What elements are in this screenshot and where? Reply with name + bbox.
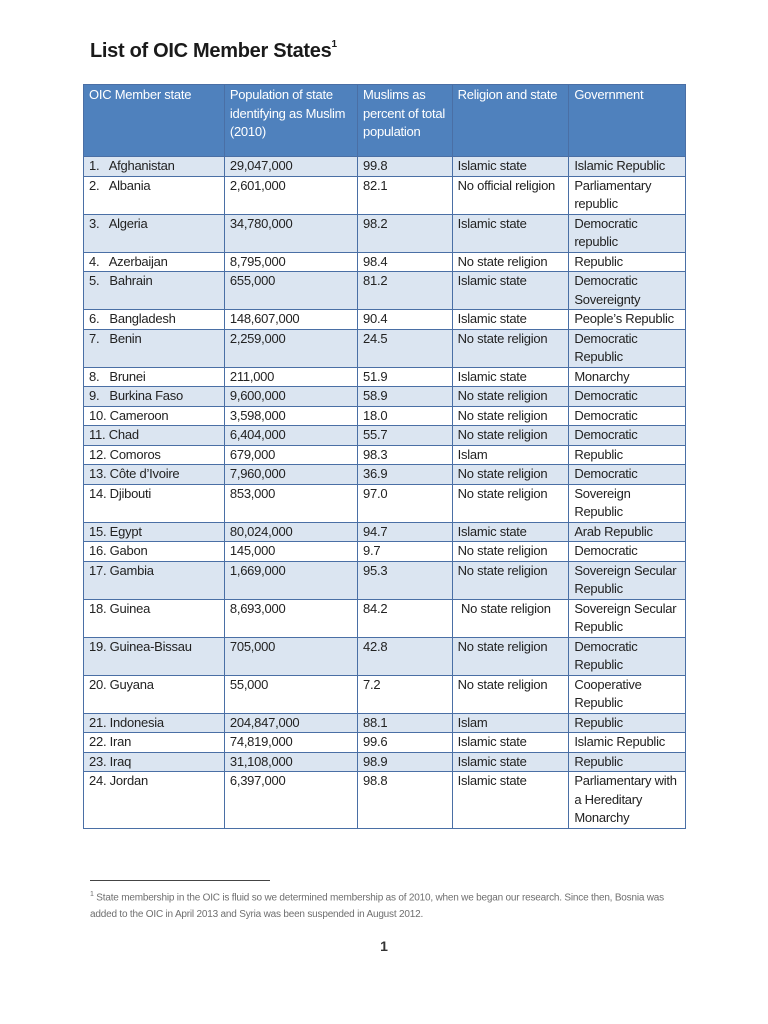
- table-row: [84, 272, 686, 310]
- oic-member-table: [83, 84, 686, 829]
- table-row: [84, 445, 686, 465]
- table-row: [84, 465, 686, 485]
- cell-member-state: 6. Bangladesh: [84, 310, 225, 330]
- cell-religion-state: No state religion: [452, 637, 569, 675]
- header-government: Government: [569, 85, 686, 157]
- cell-religion-state: No state religion: [452, 675, 569, 713]
- cell-population: 679,000: [224, 445, 357, 465]
- cell-government: People’s Republic: [569, 310, 686, 330]
- cell-government: Republic: [569, 752, 686, 772]
- table-body: [84, 157, 686, 829]
- cell-population: 655,000: [224, 272, 357, 310]
- cell-population: 148,607,000: [224, 310, 357, 330]
- cell-religion-state: Islamic state: [452, 522, 569, 542]
- cell-muslim-percent: 51.9: [358, 367, 453, 387]
- cell-religion-state: Islamic state: [452, 157, 569, 177]
- cell-member-state: 1. Afghanistan: [84, 157, 225, 177]
- table-row: [84, 484, 686, 522]
- cell-government: Democratic: [569, 387, 686, 407]
- cell-population: 80,024,000: [224, 522, 357, 542]
- cell-member-state: 11. Chad: [84, 426, 225, 446]
- cell-member-state: 12. Comoros: [84, 445, 225, 465]
- cell-religion-state: No official religion: [452, 176, 569, 214]
- table-row: [84, 329, 686, 367]
- cell-population: 6,397,000: [224, 772, 357, 829]
- cell-government: Islamic Republic: [569, 157, 686, 177]
- cell-government: Sovereign Secular Republic: [569, 561, 686, 599]
- cell-population: 853,000: [224, 484, 357, 522]
- cell-religion-state: Islamic state: [452, 752, 569, 772]
- cell-member-state: 20. Guyana: [84, 675, 225, 713]
- table-row: [84, 542, 686, 562]
- cell-member-state: 4. Azerbaijan: [84, 252, 225, 272]
- cell-religion-state: Islam: [452, 445, 569, 465]
- cell-muslim-percent: 98.2: [358, 214, 453, 252]
- cell-government: Democratic Republic: [569, 329, 686, 367]
- cell-government: Democratic Sovereignty: [569, 272, 686, 310]
- cell-government: Arab Republic: [569, 522, 686, 542]
- cell-government: Monarchy: [569, 367, 686, 387]
- table-row: [84, 637, 686, 675]
- cell-member-state: 23. Iraq: [84, 752, 225, 772]
- cell-religion-state: Islamic state: [452, 272, 569, 310]
- cell-member-state: 22. Iran: [84, 733, 225, 753]
- table-row: [84, 367, 686, 387]
- cell-population: 2,259,000: [224, 329, 357, 367]
- cell-government: Republic: [569, 252, 686, 272]
- cell-population: 705,000: [224, 637, 357, 675]
- cell-government: Cooperative Republic: [569, 675, 686, 713]
- cell-religion-state: Islam: [452, 713, 569, 733]
- table-row: [84, 426, 686, 446]
- cell-government: Democratic: [569, 426, 686, 446]
- cell-population: 31,108,000: [224, 752, 357, 772]
- table-row: [84, 675, 686, 713]
- table-row: [84, 157, 686, 177]
- cell-religion-state: Islamic state: [452, 772, 569, 829]
- cell-muslim-percent: 98.8: [358, 772, 453, 829]
- cell-religion-state: Islamic state: [452, 310, 569, 330]
- cell-population: 7,960,000: [224, 465, 357, 485]
- cell-religion-state: Islamic state: [452, 214, 569, 252]
- cell-muslim-percent: 58.9: [358, 387, 453, 407]
- cell-muslim-percent: 98.4: [358, 252, 453, 272]
- table-row: [84, 387, 686, 407]
- cell-muslim-percent: 88.1: [358, 713, 453, 733]
- cell-member-state: 19. Guinea-Bissau: [84, 637, 225, 675]
- cell-muslim-percent: 99.6: [358, 733, 453, 753]
- cell-population: 9,600,000: [224, 387, 357, 407]
- cell-member-state: 7. Benin: [84, 329, 225, 367]
- cell-religion-state: No state religion: [452, 406, 569, 426]
- cell-government: Sovereign Secular Republic: [569, 599, 686, 637]
- page-number: 1: [380, 938, 388, 954]
- cell-muslim-percent: 7.2: [358, 675, 453, 713]
- footnote-reference: 1: [331, 39, 337, 51]
- cell-member-state: 16. Gabon: [84, 542, 225, 562]
- cell-member-state: 17. Gambia: [84, 561, 225, 599]
- cell-population: 204,847,000: [224, 713, 357, 733]
- cell-population: 29,047,000: [224, 157, 357, 177]
- cell-muslim-percent: 82.1: [358, 176, 453, 214]
- cell-member-state: 15. Egypt: [84, 522, 225, 542]
- cell-population: 3,598,000: [224, 406, 357, 426]
- cell-government: Parliamentary republic: [569, 176, 686, 214]
- cell-religion-state: No state religion: [452, 329, 569, 367]
- table-row: [84, 599, 686, 637]
- cell-muslim-percent: 97.0: [358, 484, 453, 522]
- cell-religion-state: No state religion: [452, 426, 569, 446]
- cell-government: Sovereign Republic: [569, 484, 686, 522]
- cell-population: 6,404,000: [224, 426, 357, 446]
- cell-muslim-percent: 94.7: [358, 522, 453, 542]
- table-row: [84, 522, 686, 542]
- cell-population: 211,000: [224, 367, 357, 387]
- cell-muslim-percent: 95.3: [358, 561, 453, 599]
- cell-religion-state: No state religion: [452, 599, 569, 637]
- cell-religion-state: Islamic state: [452, 367, 569, 387]
- cell-religion-state: No state religion: [452, 542, 569, 562]
- table-row: [84, 772, 686, 829]
- cell-muslim-percent: 18.0: [358, 406, 453, 426]
- cell-government: Democratic republic: [569, 214, 686, 252]
- cell-member-state: 3. Algeria: [84, 214, 225, 252]
- table-row: [84, 733, 686, 753]
- cell-government: Democratic: [569, 542, 686, 562]
- cell-population: 1,669,000: [224, 561, 357, 599]
- table-row: [84, 176, 686, 214]
- cell-member-state: 2. Albania: [84, 176, 225, 214]
- cell-government: Democratic: [569, 465, 686, 485]
- cell-population: 8,693,000: [224, 599, 357, 637]
- cell-muslim-percent: 42.8: [358, 637, 453, 675]
- cell-muslim-percent: 36.9: [358, 465, 453, 485]
- page-title: List of OIC Member States$^1$: [90, 39, 337, 62]
- footnote-text: State membership in the OIC is fluid so we determined membership as of 2010, when we began our research. Since then, Bosnia was added to the OIC in April 2013 and Syria was been suspended in August 2012.: [90, 892, 664, 921]
- cell-muslim-percent: 99.8: [358, 157, 453, 177]
- footnote-divider: [90, 880, 270, 881]
- cell-member-state: 9. Burkina Faso: [84, 387, 225, 407]
- header-member-state: OIC Member state: [84, 85, 225, 157]
- cell-government: Democratic Republic: [569, 637, 686, 675]
- cell-member-state: 14. Djibouti: [84, 484, 225, 522]
- cell-muslim-percent: 90.4: [358, 310, 453, 330]
- cell-religion-state: No state religion: [452, 252, 569, 272]
- table-row: [84, 252, 686, 272]
- cell-muslim-percent: 98.9: [358, 752, 453, 772]
- cell-member-state: 24. Jordan: [84, 772, 225, 829]
- cell-population: 34,780,000: [224, 214, 357, 252]
- cell-government: Islamic Republic: [569, 733, 686, 753]
- cell-religion-state: No state religion: [452, 561, 569, 599]
- table-row: [84, 713, 686, 733]
- table-row: [84, 561, 686, 599]
- cell-muslim-percent: 24.5: [358, 329, 453, 367]
- table-row: [84, 406, 686, 426]
- cell-member-state: 18. Guinea: [84, 599, 225, 637]
- cell-population: 145,000: [224, 542, 357, 562]
- cell-member-state: 5. Bahrain: [84, 272, 225, 310]
- cell-population: 2,601,000: [224, 176, 357, 214]
- header-religion-state: Religion and state: [452, 85, 569, 157]
- footnote: [90, 886, 690, 923]
- cell-population: 74,819,000: [224, 733, 357, 753]
- cell-member-state: 21. Indonesia: [84, 713, 225, 733]
- table-row: [84, 310, 686, 330]
- table-row: [84, 214, 686, 252]
- cell-religion-state: Islamic state: [452, 733, 569, 753]
- cell-government: Republic: [569, 713, 686, 733]
- cell-population: 8,795,000: [224, 252, 357, 272]
- cell-muslim-percent: 9.7: [358, 542, 453, 562]
- cell-member-state: 10. Cameroon: [84, 406, 225, 426]
- cell-muslim-percent: 55.7: [358, 426, 453, 446]
- table-row: [84, 752, 686, 772]
- cell-member-state: 13. Côte d’Ivoire: [84, 465, 225, 485]
- cell-muslim-percent: 98.3: [358, 445, 453, 465]
- cell-muslim-percent: 81.2: [358, 272, 453, 310]
- cell-government: Republic: [569, 445, 686, 465]
- cell-government: Parliamentary with a Hereditary Monarchy: [569, 772, 686, 829]
- cell-religion-state: No state religion: [452, 387, 569, 407]
- cell-government: Democratic: [569, 406, 686, 426]
- cell-religion-state: No state religion: [452, 465, 569, 485]
- cell-muslim-percent: 84.2: [358, 599, 453, 637]
- cell-member-state: 8. Brunei: [84, 367, 225, 387]
- header-muslim-percent: Muslims as percent of total population: [358, 85, 453, 157]
- footnote-mark: 1: [90, 891, 94, 898]
- table-header-row: [84, 85, 686, 157]
- cell-population: 55,000: [224, 675, 357, 713]
- cell-religion-state: No state religion: [452, 484, 569, 522]
- header-population: Population of state identifying as Muslim (2010): [224, 85, 357, 157]
